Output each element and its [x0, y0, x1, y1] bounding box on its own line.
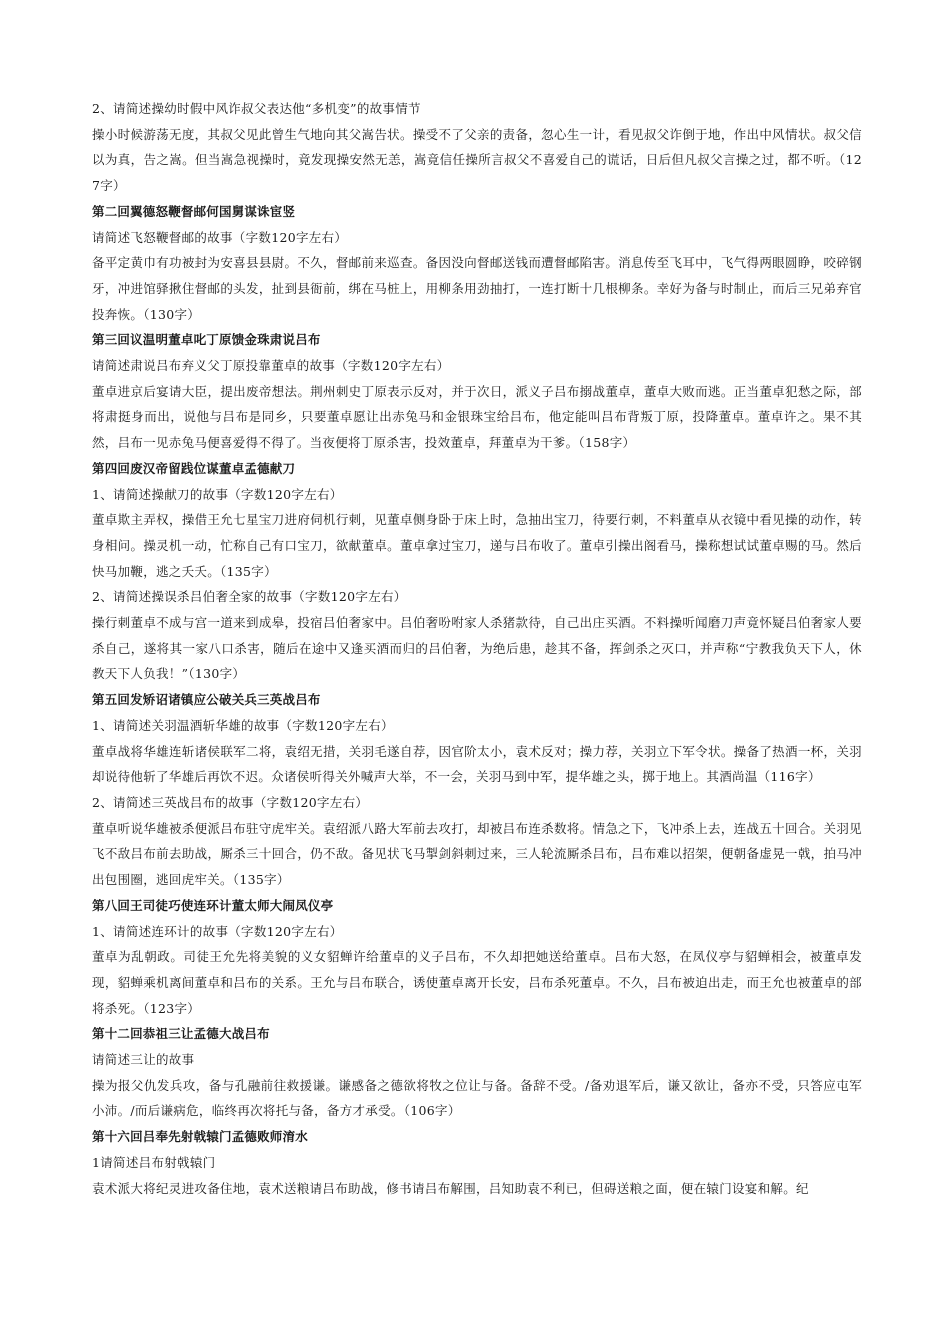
answer-paragraph: 备平定黄巾有功被封为安喜县县尉。不久，督邮前来巡查。备因没向督邮送钱而遭督邮陷害。消息传至飞耳中，飞气得两眼圆睁，咬碎钢牙，冲进馆驿揪住督邮的头发，扯到县衙前，绑在马桩上，用柳条用劲抽打，一连打断十几根柳条。幸好为备与时制止，而后三兄弟弃官投奔恢。（130字）: [92, 255, 862, 322]
answer-paragraph: 操为报父仇发兵攻，备与孔融前往救援谦。谦感备之德欲将牧之位让与备。备辞不受。/备劝退军后，谦又欲让，备亦不受，只答应屯军小沛。/而后谦病危，临终再次将托与备，备方才承受。（106字）: [92, 1077, 862, 1119]
question-line: 2、请简述操误杀吕伯奢全家的故事（字数120字左右）: [92, 589, 407, 605]
chapter-heading: 第五回发矫诏诸镇应公破关兵三英战吕布: [92, 692, 321, 708]
question-line: 请简述三让的故事: [92, 1052, 195, 1068]
answer-paragraph: 袁术派大将纪灵进攻备住地，袁术送粮请吕布助战，修书请吕布解围，吕知助袁不利已，但碍送粮之面，便在辕门设宴和解。纪: [92, 1180, 809, 1196]
question-line: 2、请简述三英战吕布的故事（字数120字左右）: [92, 794, 369, 810]
answer-paragraph: 董卓听说华雄被杀便派吕布驻守虎牢关。袁绍派八路大军前去攻打，却被吕布连杀数将。情急之下，飞冲杀上去，连战五十回合。关羽见飞不敌吕布前去助战，厮杀三十回合，仍不敌。备见状飞马掣剑斜刺过来，三人轮流厮杀吕布，吕布难以招架，便朝备虚晃一戟，拍马冲出包围圈，逃回虎牢关。（135字）: [92, 820, 862, 888]
document-page: [92, 96, 862, 1201]
question-line: 1请简述吕布射戟辕门: [92, 1154, 216, 1170]
chapter-heading: 第四回废汉帝留践位谋董卓孟德献刀: [92, 460, 296, 476]
answer-paragraph: 董卓战将华雄连斩诸侯联军二将，袁绍无措，关羽毛遂自荐，因官阶太小，袁术反对；操力荐，关羽立下军令状。操备了热酒一杯，关羽却说待他斩了华雄后再饮不迟。众诸侯听得关外喊声大举，不一会，关羽马到中军，提华雄之头，掷于地上。其酒尚温（116字）: [92, 743, 862, 785]
chapter-heading: 第十二回恭祖三让孟德大战吕布: [92, 1026, 270, 1042]
question-line: 请简述飞怒鞭督邮的故事（字数120字左右）: [92, 229, 348, 245]
chapter-heading: 第三回议温明董卓叱丁原馈金珠肃说吕布: [92, 332, 321, 348]
answer-paragraph: 操行刺董卓不成与宫一道来到成皋，投宿吕伯奢家中。吕伯奢吩咐家人杀猪款待，自己出庄买酒。不料操听闻磨刀声竟怀疑吕伯奢家人要杀自己，遂将其一家八口杀害，随后在途中又逢买酒而归的吕伯奢，为绝后患，趁其不备，挥剑杀之灭口，并声称“宁教我负天下人，休教天下人负我！”（130字）: [92, 615, 862, 682]
answer-paragraph: 董卓为乱朝政。司徒王允先将美貌的义女貂蝉许给董卓的义子吕布，不久却把她送给董卓。吕布大怒，在凤仪亭与貂蝉相会，被董卓发现，貂蝉乘机离间董卓和吕布的关系。王允与吕布联合，诱使董卓离开长安，吕布杀死董卓。不久，吕布被迫出走，而王允也被董卓的部将杀死。（123字）: [92, 949, 862, 1016]
question-line: 1、请简述关羽温酒斩华雄的故事（字数120字左右）: [92, 717, 394, 733]
chapter-heading: 第二回翼德怒鞭督邮何国舅谋诛宦竖: [92, 203, 296, 219]
question-line: 2、请简述操幼时假中风诈叔父表达他“多机变”的故事情节: [92, 101, 421, 116]
answer-paragraph: 董卓进京后宴请大臣，提出废帝想法。荆州刺史丁原表示反对，并于次日，派义子吕布搦战董卓，董卓大败而逃。正当董卓犯愁之际，部将肃挺身而出，说他与吕布是同乡，只要董卓愿让出赤兔马和金银珠宝给吕布，他定能叫吕布背叛丁原，投降董卓。董卓许之。果不其然，吕布一见赤兔马便喜爱得不得了。当夜便将丁原杀害，投效董卓，拜董卓为干爹。（158字）: [92, 383, 862, 451]
chapter-heading: 第八回王司徒巧使连环计董太师大闹凤仪亭: [92, 897, 334, 913]
chapter-heading: 第十六回吕奉先射戟辕门孟德败师淯水: [92, 1129, 308, 1145]
question-line: 1、请简述连环计的故事（字数120字左右）: [92, 923, 343, 939]
question-line: 1、请简述操献刀的故事（字数120字左右）: [92, 486, 343, 502]
answer-paragraph: 董卓欺主弄权，操借王允七星宝刀进府伺机行刺，见董卓侧身卧于床上时，急抽出宝刀，待要行刺，不料董卓从衣镜中看见操的动作，转身相问。操灵机一动，忙称自己有口宝刀，欲献董卓。董卓拿过宝刀，递与吕布收了。董卓引操出阁看马，操称想试试董卓赐的马。然后快马加鞭，逃之夭夭。（135字）: [92, 512, 862, 579]
answer-paragraph: 操小时候游荡无度，其叔父见此曾生气地向其父嵩告状。操受不了父亲的责备，忽心生一计，看见叔父诈倒于地，作出中风情状。叔父信以为真，告之嵩。但当嵩急视操时，竟发现操安然无恙，嵩竟信任操所言叔父不喜爱自己的谎话，日后但凡叔父言操之过，都不听。（127字）: [92, 126, 862, 194]
question-line: 请简述肃说吕布弃义父丁原投靠董卓的故事（字数120字左右）: [92, 358, 450, 374]
